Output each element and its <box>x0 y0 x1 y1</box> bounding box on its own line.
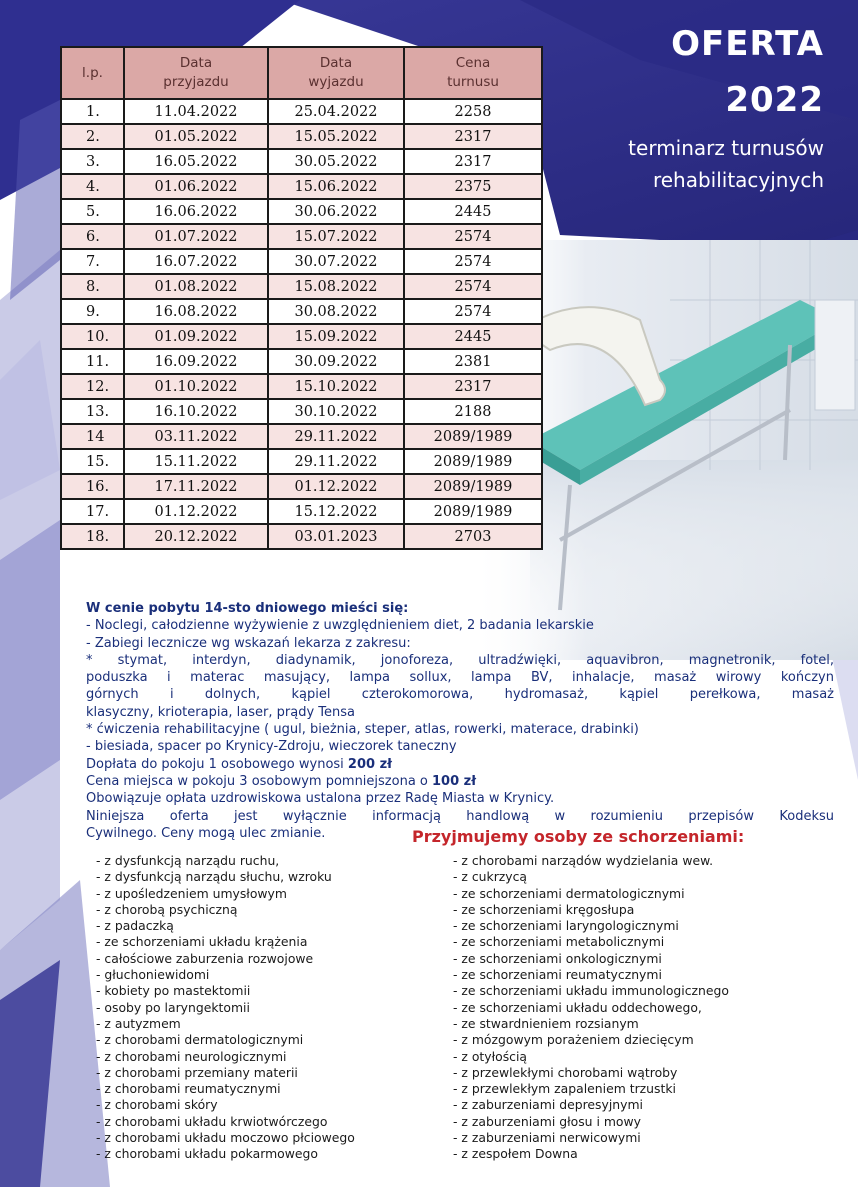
subtitle-line-2: rehabilitacyjnych <box>652 168 824 192</box>
table-row <box>61 449 542 474</box>
table-row <box>61 224 542 249</box>
header-arrival-line2: przyjazdu <box>163 74 229 90</box>
single-room-text: Dopłata do pokoju 1 osobowego wynosi <box>86 756 348 772</box>
cell-price: 2574 <box>404 299 542 324</box>
table-row <box>61 374 542 399</box>
condition-item: - z zespołem Downa <box>453 1146 578 1162</box>
cell-departure: 25.04.2022 <box>268 99 404 124</box>
condition-item: - z dysfunkcją narządu słuchu, wzroku <box>96 869 332 885</box>
cell-arrival: 16.07.2022 <box>124 249 268 274</box>
included-line-treatments: - Zabiegi lecznicze wg wskazań lekarza z zakresu: <box>86 635 411 651</box>
cell-lp: 13. <box>61 399 124 424</box>
header-lp-text: l.p. <box>82 64 103 81</box>
cell-arrival: 16.06.2022 <box>124 199 268 224</box>
cell-arrival: 01.09.2022 <box>124 324 268 349</box>
cell-lp: 18. <box>61 524 124 549</box>
cell-price: 2445 <box>404 199 542 224</box>
condition-item: - ze schorzeniami dermatologicznymi <box>453 885 685 901</box>
cell-departure: 29.11.2022 <box>268 424 404 449</box>
condition-item: - z chorobami układu krwiotwórczego <box>96 1113 328 1129</box>
included-line-accommodation: - Noclegi, całodzienne wyżywienie z uwzględnieniem diet, 2 badania lekarskie <box>86 618 594 634</box>
triple-room-discount <box>86 773 834 790</box>
cell-departure: 01.12.2022 <box>268 474 404 499</box>
table-row <box>61 349 542 374</box>
cell-price: 2574 <box>404 274 542 299</box>
treatments-list-4: klasyczny, krioterapia, laser, prądy Tensa <box>86 704 355 720</box>
cell-departure: 30.05.2022 <box>268 149 404 174</box>
cell-arrival: 01.06.2022 <box>124 174 268 199</box>
exercises-line: * ćwiczenia rehabilitacyjne ( ugul, bieżnia, steper, atlas, rowerki, materace, drabinki) <box>86 722 639 738</box>
cell-lp: 5. <box>61 199 124 224</box>
condition-item: - z chorobami reumatycznymi <box>96 1081 281 1097</box>
table-row <box>61 324 542 349</box>
cell-lp: 3. <box>61 149 124 174</box>
condition-item: - z dysfunkcją narządu ruchu, <box>96 853 280 868</box>
cell-departure: 15.09.2022 <box>268 324 404 349</box>
cell-lp: 15. <box>61 449 124 474</box>
condition-item: - z chorobą psychiczną <box>96 901 238 917</box>
condition-item: - ze schorzeniami kręgosłupa <box>453 901 635 917</box>
header-departure <box>268 47 404 99</box>
condition-item: - z mózgowym porażeniem dziecięcym <box>453 1032 694 1048</box>
legal-notice-line-2: Cywilnego. Ceny mogą ulec zmianie. <box>86 825 326 841</box>
cell-departure: 15.05.2022 <box>268 124 404 149</box>
cell-lp: 9. <box>61 299 124 324</box>
schedule-body <box>61 99 542 549</box>
table-row <box>61 149 542 174</box>
cell-price: 2188 <box>404 399 542 424</box>
accepted-conditions-heading: Przyjmujemy osoby ze schorzeniami: <box>412 827 745 846</box>
condition-item: - z zaburzeniami depresyjnymi <box>453 1097 643 1113</box>
table-row <box>61 299 542 324</box>
cell-arrival: 16.05.2022 <box>124 149 268 174</box>
condition-item: - z chorobami neurologicznymi <box>96 1048 287 1064</box>
included-heading: W cenie pobytu 14-sto dniowego mieści się: <box>86 601 409 616</box>
condition-item: - z chorobami skóry <box>96 1097 218 1113</box>
schedule-table <box>60 46 543 550</box>
cell-arrival: 01.10.2022 <box>124 374 268 399</box>
condition-item: - ze schorzeniami reumatycznymi <box>453 967 662 983</box>
cell-price: 2089/1989 <box>404 424 542 449</box>
subtitle-line-1: terminarz turnusów <box>628 136 824 160</box>
cell-lp: 17. <box>61 499 124 524</box>
cell-departure: 30.08.2022 <box>268 299 404 324</box>
single-room-value: 200 zł <box>347 756 392 772</box>
header-price <box>404 47 542 99</box>
cell-arrival: 15.11.2022 <box>124 449 268 474</box>
conditions-list-left <box>96 853 355 1163</box>
condition-item: - osoby po laryngektomii <box>96 999 250 1015</box>
cell-price: 2089/1989 <box>404 474 542 499</box>
condition-item: - z przewlekłymi chorobami wątroby <box>453 1064 678 1080</box>
cell-arrival: 11.04.2022 <box>124 99 268 124</box>
offer-year: 2022 <box>725 80 824 120</box>
cell-arrival: 01.12.2022 <box>124 499 268 524</box>
table-row <box>61 474 542 499</box>
conditions-list-right <box>453 853 729 1163</box>
header-price-line1: Cena <box>455 55 491 71</box>
condition-item: - głuchoniewidomi <box>96 967 210 983</box>
condition-item: - z chorobami przemiany materii <box>96 1064 298 1080</box>
cell-arrival: 01.05.2022 <box>124 124 268 149</box>
treatments-list-3: górnych i dolnych, kąpiel czterokomorowa, hydromasaż, kąpiel perełkowa, masaż <box>86 687 834 703</box>
cell-arrival: 16.08.2022 <box>124 299 268 324</box>
treatments-list-1: * stymat, interdyn, diadynamik, jonoforeza, ultradźwięki, aquavibron, magnetronik, fotel, <box>86 652 834 668</box>
triple-room-text: Cena miejsca w pokoju 3 osobowym pomniejszona o <box>86 773 433 789</box>
cell-departure: 30.10.2022 <box>268 399 404 424</box>
condition-item: - ze stwardnieniem rozsianym <box>453 1015 639 1031</box>
condition-item: - z otyłością <box>453 1048 528 1064</box>
table-row <box>61 199 542 224</box>
condition-item: - z przewlekłym zapaleniem trzustki <box>453 1081 676 1097</box>
condition-item: - ze schorzeniami metabolicznymi <box>453 934 665 950</box>
cell-lp: 4. <box>61 174 124 199</box>
cell-departure: 03.01.2023 <box>268 524 404 549</box>
condition-item: - ze schorzeniami układu krążenia <box>96 934 308 950</box>
single-room-surcharge <box>86 756 834 773</box>
header-departure-line2: wyjazdu <box>308 74 364 90</box>
cell-departure: 15.12.2022 <box>268 499 404 524</box>
schedule-header-row <box>61 47 542 99</box>
cell-price: 2445 <box>404 324 542 349</box>
offer-title: OFERTA <box>671 24 824 64</box>
table-row <box>61 499 542 524</box>
cell-departure: 30.09.2022 <box>268 349 404 374</box>
cell-price: 2317 <box>404 149 542 174</box>
cell-arrival: 16.10.2022 <box>124 399 268 424</box>
cell-lp: 2. <box>61 124 124 149</box>
condition-item: - ze schorzeniami układu immunologicznego <box>453 983 729 999</box>
header-arrival-line1: Data <box>179 55 213 71</box>
cell-arrival: 20.12.2022 <box>124 524 268 549</box>
cell-price: 2089/1989 <box>404 499 542 524</box>
cell-departure: 29.11.2022 <box>268 449 404 474</box>
header-price-line2: turnusu <box>447 74 499 90</box>
table-row <box>61 274 542 299</box>
condition-item: - z chorobami układu moczowo płciowego <box>96 1130 355 1146</box>
cell-price: 2381 <box>404 349 542 374</box>
spa-fee-line: Obowiązuje opłata uzdrowiskowa ustalona przez Radę Miasta w Krynicy. <box>86 791 555 807</box>
condition-item: - całościowe zaburzenia rozwojowe <box>96 950 314 966</box>
cell-lp: 11. <box>61 349 124 374</box>
cell-lp: 7. <box>61 249 124 274</box>
triple-room-value: 100 zł <box>432 773 477 789</box>
cell-price: 2258 <box>404 99 542 124</box>
condition-item: - ze schorzeniami onkologicznymi <box>453 950 662 966</box>
cell-arrival: 16.09.2022 <box>124 349 268 374</box>
cell-price: 2375 <box>404 174 542 199</box>
cell-price: 2089/1989 <box>404 449 542 474</box>
cell-arrival: 01.08.2022 <box>124 274 268 299</box>
condition-item: - kobiety po mastektomii <box>96 983 251 999</box>
cell-arrival: 01.07.2022 <box>124 224 268 249</box>
table-row <box>61 124 542 149</box>
cell-departure: 15.10.2022 <box>268 374 404 399</box>
condition-item: - z chorobami układu pokarmowego <box>96 1146 318 1162</box>
legal-notice-line-1: Niniejsza oferta jest wyłącznie informacją handlową w rozumieniu przepisów Kodeksu <box>86 808 834 824</box>
condition-item: - ze schorzeniami układu oddechowego, <box>453 999 702 1015</box>
condition-item: - z autyzmem <box>96 1015 181 1031</box>
cell-lp: 12. <box>61 374 124 399</box>
condition-item: - z chorobami dermatologicznymi <box>96 1032 304 1048</box>
cell-price: 2317 <box>404 124 542 149</box>
cell-departure: 15.06.2022 <box>268 174 404 199</box>
condition-item: - z upośledzeniem umysłowym <box>96 885 287 901</box>
table-row <box>61 99 542 124</box>
cell-lp: 14 <box>61 424 124 449</box>
header-lp <box>61 47 124 99</box>
condition-item: - z padaczką <box>96 918 174 934</box>
cell-departure: 30.06.2022 <box>268 199 404 224</box>
cell-lp: 1. <box>61 99 124 124</box>
condition-item: - z zaburzeniami nerwicowymi <box>453 1130 641 1146</box>
cell-price: 2574 <box>404 224 542 249</box>
cell-departure: 15.08.2022 <box>268 274 404 299</box>
cell-price: 2317 <box>404 374 542 399</box>
table-row <box>61 524 542 549</box>
condition-item: - z zaburzeniami głosu i mowy <box>453 1113 641 1129</box>
cell-lp: 10. <box>61 324 124 349</box>
cell-arrival: 03.11.2022 <box>124 424 268 449</box>
cell-arrival: 17.11.2022 <box>124 474 268 499</box>
table-row <box>61 249 542 274</box>
table-row <box>61 399 542 424</box>
offer-description <box>86 600 834 842</box>
header-departure-line1: Data <box>319 55 353 71</box>
treatments-list-2: poduszka i materac masujący, lampa sollux, lampa BV, inhalacje, masaż wirowy kończyn <box>86 670 834 686</box>
cell-departure: 30.07.2022 <box>268 249 404 274</box>
cell-departure: 15.07.2022 <box>268 224 404 249</box>
cell-price: 2703 <box>404 524 542 549</box>
condition-item: - z cukrzycą <box>453 869 528 885</box>
cell-lp: 8. <box>61 274 124 299</box>
cell-price: 2574 <box>404 249 542 274</box>
cell-lp: 6. <box>61 224 124 249</box>
condition-item: - ze schorzeniami laryngologicznymi <box>453 918 679 934</box>
events-line: - biesiada, spacer po Krynicy-Zdroju, wieczorek taneczny <box>86 739 457 755</box>
table-row <box>61 174 542 199</box>
header-arrival <box>124 47 268 99</box>
condition-item: - z chorobami narządów wydzielania wew. <box>453 853 714 868</box>
cell-lp: 16. <box>61 474 124 499</box>
table-row <box>61 424 542 449</box>
